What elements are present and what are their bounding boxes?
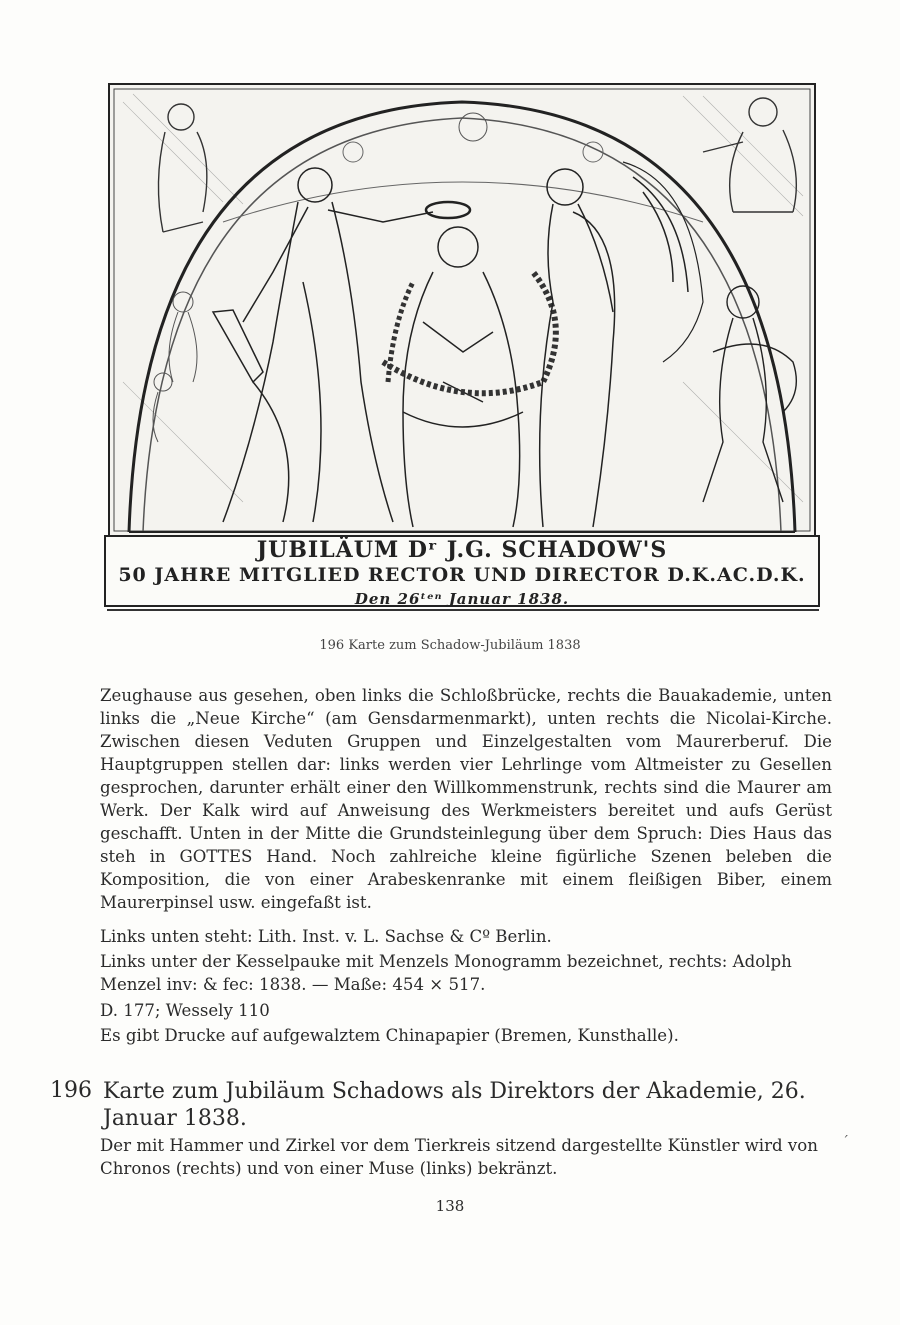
entry-description: Der mit Hammer und Zirkel vor dem Tierkreis sitzend dargestellte Künstler wird von Chronos (rechts) und von einer Muse (links) bekränzt. (100, 1136, 818, 1178)
plaque-title: JUBILÄUM Dʳ J.G. SCHADOW'S (256, 537, 668, 563)
entry-title: Karte zum Jubiläum Schadows als Direktors der Akademie, 26. Januar 1838. (103, 1079, 806, 1131)
margin-mark: ´ (842, 1134, 849, 1150)
plaque-date: Den 26ᵗᵉⁿ Januar 1838. (354, 590, 570, 608)
signature-note: Links unter der Kesselpauke mit Menzels Monogramm bezeichnet, rechts: Adolph Menzel inv: & fec: 1838. — Maße: 454 × 517. (100, 952, 792, 994)
engraving-drawing (103, 82, 821, 614)
entry-number: 196 (50, 1078, 92, 1103)
figure-caption: 196 Karte zum Schadow-Jubiläum 1838 (319, 638, 581, 653)
page-number: 138 (435, 1197, 465, 1215)
catalog-reference: D. 177; Wessely 110 (100, 1001, 270, 1020)
description-paragraph: Zeughause aus gesehen, oben links die Schloßbrücke, rechts die Bauakademie, unten links die „Neue Kirche“ (am Gensdarmenmarkt), unten rechts die Nicolai-Kirche. Zwischen diesen Veduten Gruppen und Einzelgestalten vom Maurerberuf. Die Hauptgruppen stellen dar: links werden vier Lehrlinge vom Altmeister zu Gesellen gesprochen, darunter erhält einer den Willkommenstrunk, rechts sind die Maurer am Werk. Der Kalk wird auf Anweisung des Werkmeisters bereitet und aufs Gerüst geschafft. Unten in der Mitte die Grundsteinlegung über dem Spruch: Dies Haus das steh in GOTTES Hand. Noch zahlreiche kleine figürliche Szenen beleben die Komposition, die von einer Arabeskenranke mit einem fleißigen Biber, einem Maurerpinsel usw. eingefaßt ist. (100, 686, 832, 912)
prints-note: Es gibt Drucke auf aufgewalztem Chinapapier (Bremen, Kunsthalle). (100, 1026, 679, 1045)
plaque-subtitle: 50 JAHRE MITGLIED RECTOR UND DIRECTOR D.K.AC.D.K. (118, 564, 806, 586)
inscription-note: Links unten steht: Lith. Inst. v. L. Sachse & Cº Berlin. (100, 927, 552, 946)
lithograph-illustration (103, 82, 821, 614)
